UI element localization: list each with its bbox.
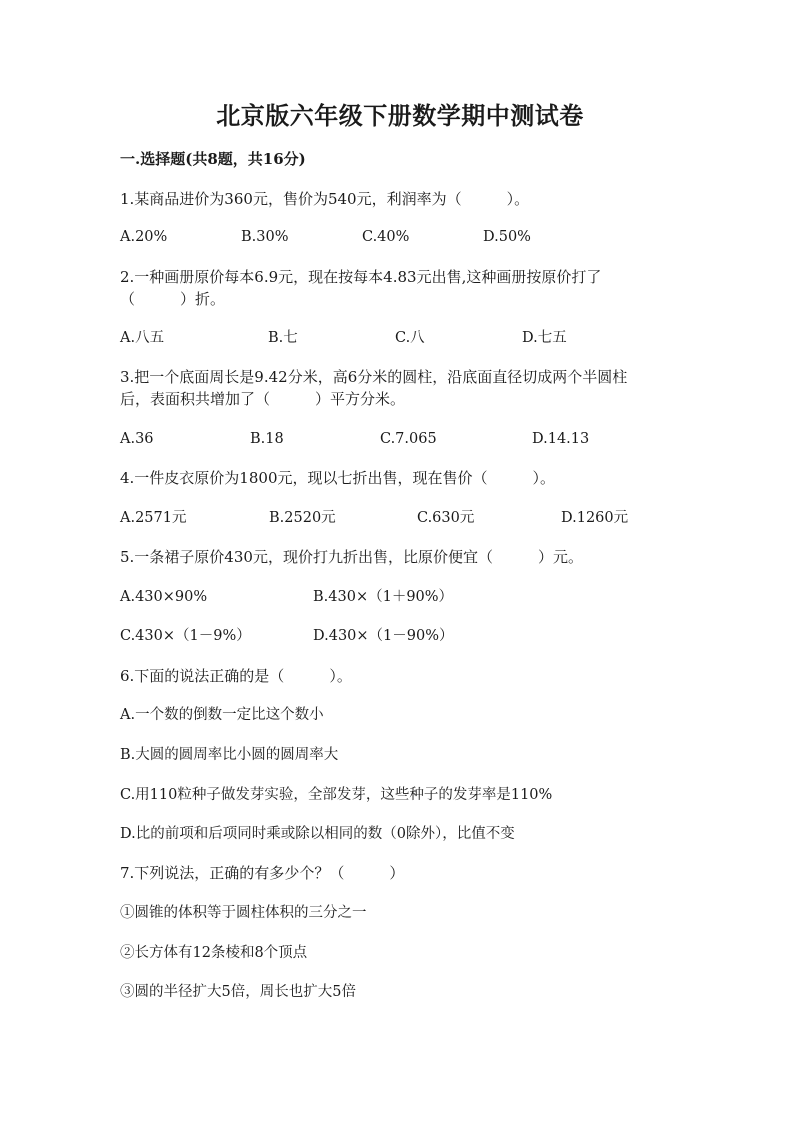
question-4-option-a: A.2571元 bbox=[120, 510, 187, 526]
question-1-option-d: D.50% bbox=[483, 229, 531, 245]
question-7-text: 7.下列说法，正确的有多少个？（ ） bbox=[120, 864, 405, 882]
question-1-option-b: B.30% bbox=[241, 229, 289, 245]
question-1-option-a: A.20% bbox=[120, 229, 168, 245]
question-2-option-d: D.七五 bbox=[522, 330, 567, 346]
question-4-text: 4.一件皮衣原价为1800元，现以七折出售，现在售价（ ）。 bbox=[120, 469, 555, 487]
question-2-text-line-2: （ ）折。 bbox=[120, 290, 226, 308]
question-3-option-b: B.18 bbox=[250, 431, 284, 447]
question-2-text-line-1: 2.一种画册原价每本6.9元，现在按每本4.83元出售,这种画册按原价打了 bbox=[120, 268, 602, 286]
question-2-option-c: C.八 bbox=[395, 330, 425, 346]
section-header: 一.选择题(共8题，共16分) bbox=[120, 150, 306, 168]
question-3-text-line-1: 3.把一个底面周长是9.42分米，高6分米的圆柱，沿底面直径切成两个半圆柱 bbox=[120, 368, 628, 386]
question-2-option-a: A.八五 bbox=[120, 330, 165, 346]
question-3-option-d: D.14.13 bbox=[532, 431, 590, 447]
question-3-text-line-2: 后，表面积共增加了（ ）平方分米。 bbox=[120, 390, 406, 408]
question-7-statement-2: ②长方体有12条棱和8个顶点 bbox=[120, 945, 308, 961]
question-2-option-b: B.七 bbox=[268, 330, 298, 346]
question-3-option-c: C.7.065 bbox=[380, 431, 437, 447]
question-3-option-a: A.36 bbox=[120, 431, 154, 447]
question-4-option-d: D.1260元 bbox=[561, 510, 629, 526]
question-7-statement-3: ③圆的半径扩大5倍，周长也扩大5倍 bbox=[120, 984, 356, 1000]
question-6-option-c: C.用110粒种子做发芽实验，全部发芽，这些种子的发芽率是110% bbox=[120, 787, 553, 803]
question-6-option-d: D.比的前项和后项同时乘或除以相同的数（0除外），比值不变 bbox=[120, 826, 515, 842]
question-5-option-d: D.430×（1－90%） bbox=[313, 628, 454, 644]
question-4-option-b: B.2520元 bbox=[269, 510, 336, 526]
question-6-text: 6.下面的说法正确的是（ ）。 bbox=[120, 667, 352, 685]
question-1-option-c: C.40% bbox=[362, 229, 410, 245]
question-5-option-a: A.430×90% bbox=[120, 589, 208, 605]
page-title: 北京版六年级下册数学期中测试卷 bbox=[216, 101, 584, 130]
question-5-text: 5.一条裙子原价430元，现价打九折出售，比原价便宜（ ）元。 bbox=[120, 548, 583, 566]
question-5-option-b: B.430×（1＋90%） bbox=[313, 589, 454, 605]
question-4-option-c: C.630元 bbox=[417, 510, 475, 526]
question-6-option-a: A.一个数的倒数一定比这个数小 bbox=[120, 707, 324, 723]
question-7-statement-1: ①圆锥的体积等于圆柱体积的三分之一 bbox=[120, 905, 367, 921]
question-6-option-b: B.大圆的圆周率比小圆的圆周率大 bbox=[120, 747, 339, 763]
question-5-option-c: C.430×（1－9%） bbox=[120, 628, 251, 644]
question-1-text: 1.某商品进价为360元，售价为540元，利润率为（ ）。 bbox=[120, 190, 530, 208]
